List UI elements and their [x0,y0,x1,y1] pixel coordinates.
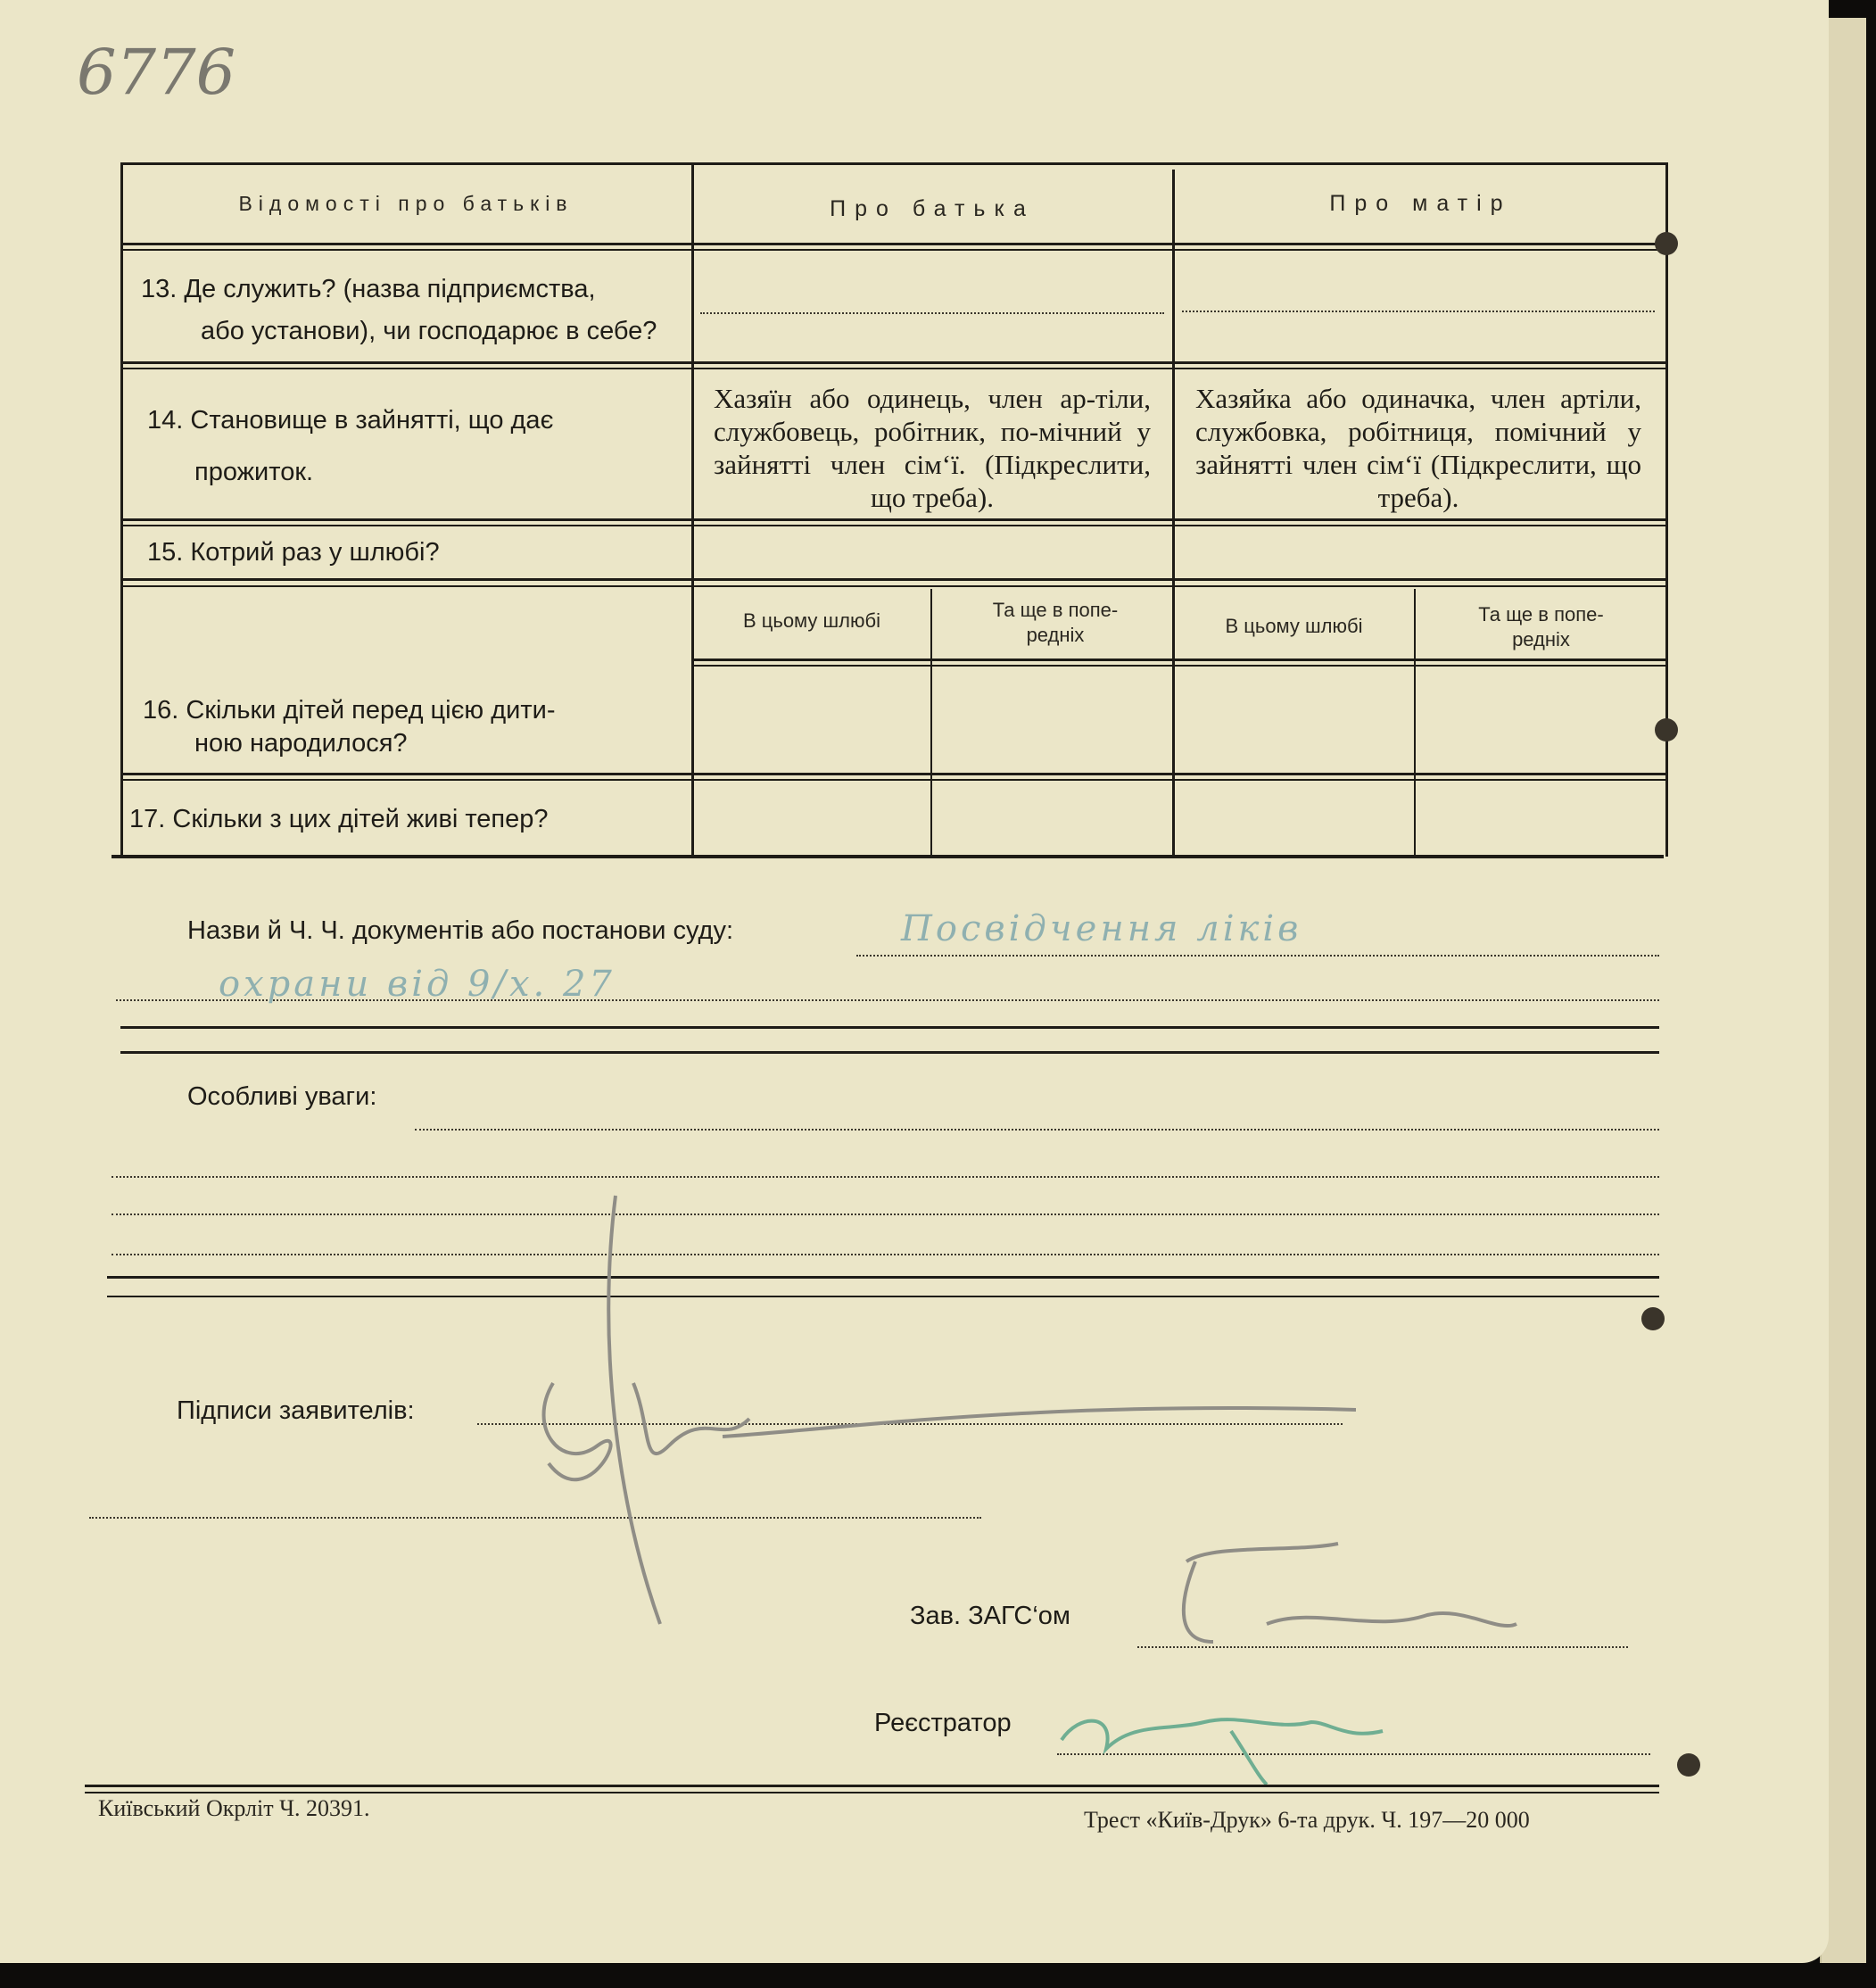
head-signature [1160,1535,1534,1677]
row16-label-2: ною народилося? [194,729,408,758]
row16-mother-prev: Та ще в попе- редніх [1478,603,1604,650]
row16-father-prev: Та ще в попе- редніх [992,599,1119,646]
registrar-signature [1053,1677,1392,1793]
row16-father-this: В цьому шлюбі [742,609,881,632]
binding-hole [1655,232,1678,255]
sheet-number: 6776 [77,36,236,109]
row14-label-2: прожиток. [194,458,314,486]
footer-right: Трест «Київ-Друк» 6-та друк. Ч. 197—20 000 [1084,1807,1530,1833]
applicants-signature-label: Підписи заявителів: [177,1396,415,1425]
row14-father-options: Хазяїн або одинець, член ар-тіли, службовець, робітник, по-мічний у зайнятті член сім‘ї. (Підкреслити, що треба). [714,383,1151,513]
documents-label: Назви й Ч. Ч. документів або постанови суду: [187,916,734,945]
footer-left: Київський Окрліт Ч. 20391. [98,1795,370,1821]
head-of-registry-label: Зав. ЗАГС‘ом [910,1602,1070,1630]
documents-handwritten-2: охрани від 9/x. 27 [219,964,616,1005]
documents-handwritten-1: Посвідчення ліків [901,908,1302,949]
binding-hole [1641,1307,1665,1330]
row14-mother-options: Хазяйка або одиначка, член артіли, службовка, робітниця, помічний у зайнятті член сім‘ї (Підкреслити, що треба). [1195,383,1641,513]
row15-label: 15. Котрий раз у шлюбі? [147,538,440,567]
header-info: Відомості про батьків [238,192,574,215]
row17-label: 17. Скільки з цих дітей живі тепер? [129,805,549,833]
remarks-label: Особливі уваги: [187,1082,377,1111]
binding-hole [1677,1753,1700,1777]
row13-label-1: 13. Де служить? (назва підприємства, [141,275,596,303]
header-father: Про батька [830,196,1035,221]
binding-hole [1655,718,1678,741]
header-mother: Про матір [1329,191,1512,216]
row13-label-2: або установи), чи господарює в себе? [201,317,657,345]
row16-mother-this: В цьому шлюбі [1225,615,1363,637]
registrar-label: Реєстратор [874,1709,1012,1737]
row14-label-1: 14. Становище в зайнятті, що дає [147,406,554,435]
row16-label-1: 16. Скільки дітей перед цією дити- [143,696,556,725]
